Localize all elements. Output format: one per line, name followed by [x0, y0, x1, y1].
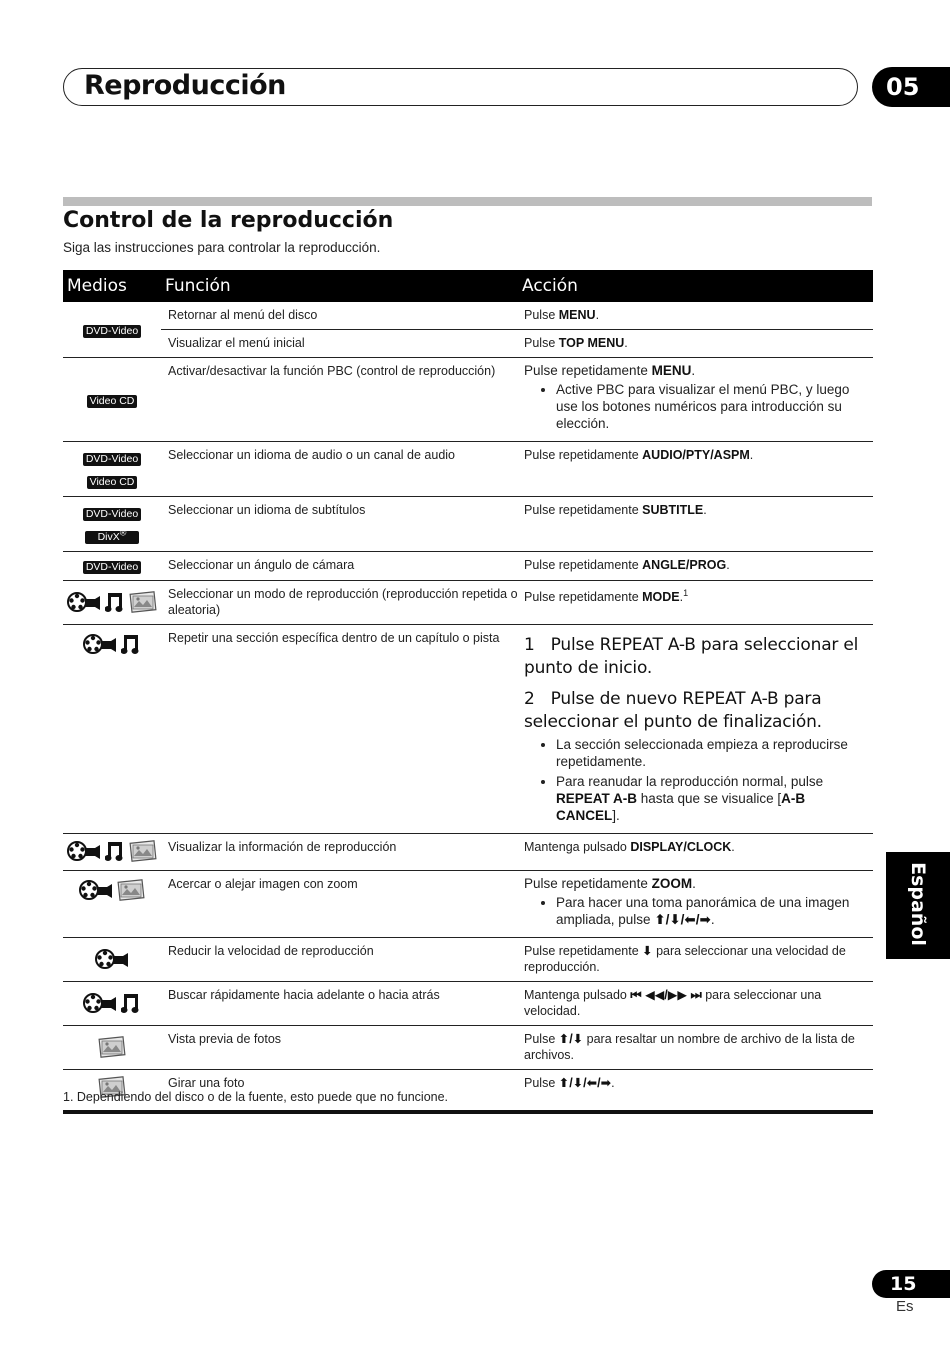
video-icon — [95, 948, 129, 970]
action-cell: Pulse repetidamente ZOOM. • Para hacer una toma panorámica de una imagen ampliada, pulse ⬆/⬇/⬅/➡. — [518, 871, 873, 938]
media-cell — [63, 625, 161, 834]
table-row — [63, 938, 873, 982]
action-cell: Pulse TOP MENU. — [518, 330, 873, 358]
function-cell: Activar/desactivar la función PBC (control de reproducción) — [161, 358, 518, 442]
video-icon — [79, 879, 113, 901]
action-cell: Pulse MENU. — [518, 302, 873, 330]
page-title: Reproducción — [84, 70, 286, 101]
photo-icon — [129, 840, 157, 862]
table-row — [63, 581, 873, 625]
arrow-keys-icon: ⬆/⬇/⬅/➡ — [654, 912, 711, 927]
action-cell: Pulse ⬆/⬇/⬅/➡. — [518, 1070, 873, 1113]
page-language: Es — [896, 1298, 914, 1315]
media-cell — [63, 581, 161, 625]
media-cell — [63, 871, 161, 938]
table-row — [63, 871, 873, 938]
video-icon — [83, 992, 117, 1014]
function-cell: Visualizar el menú inicial — [161, 330, 518, 358]
function-cell: Seleccionar un idioma de subtítulos — [161, 497, 518, 552]
function-cell: Reducir la velocidad de reproducción — [161, 938, 518, 982]
function-cell: Acercar o alejar imagen con zoom — [161, 871, 518, 938]
footnote: 1. Dependiendo del disco o de la fuente, esto puede que no funcione. — [63, 1090, 449, 1104]
function-cell: Repetir una sección específica dentro de un capítulo o pista — [161, 625, 518, 834]
table-header-row — [63, 270, 873, 302]
chapter-badge: 05 — [872, 67, 950, 107]
step-1: 1 Pulse REPEAT A-B para seleccionar el punto de inicio. — [524, 635, 859, 678]
section-divider — [63, 197, 872, 206]
video-icon — [67, 840, 101, 862]
divx-badge: DivX® — [85, 531, 139, 544]
video-icon — [67, 591, 101, 613]
table-row — [63, 1026, 873, 1070]
function-cell: Seleccionar un idioma de audio o un canal de audio — [161, 442, 518, 497]
up-down-arrow-icon: ⬆/⬇ — [558, 1032, 584, 1046]
action-cell: Mantenga pulsado ⏮ ◀◀/▶▶ ⏭ para seleccionar una velocidad. — [518, 982, 873, 1026]
arrow-keys-icon: ⬆/⬇/⬅/➡ — [558, 1076, 612, 1090]
media-cell — [63, 834, 161, 871]
language-side-tab — [886, 852, 950, 959]
action-cell: Pulse repetidamente MODE.$^1$ — [518, 581, 873, 625]
action-cell: Pulse repetidamente ⬇ para seleccionar una velocidad de reproducción. — [518, 938, 873, 982]
table-row — [63, 552, 873, 581]
footnote-ref: 1 — [683, 587, 689, 598]
action-cell: Pulse repetidamente MENU. • Active PBC para visualizar el menú PBC, y luego use los botones numéricos para introducción su elección. — [518, 358, 873, 442]
header-function: Función — [161, 270, 518, 302]
table-row — [63, 625, 873, 834]
dvd-video-badge: DVD-Video — [83, 561, 141, 574]
media-cell — [63, 552, 161, 581]
header-action: Acción — [518, 270, 873, 302]
table-row — [63, 358, 873, 442]
table-row — [63, 330, 873, 358]
skip-search-icons: ⏮ ◀◀/▶▶ ⏭ — [630, 988, 702, 1002]
media-cell — [63, 1026, 161, 1070]
function-cell: Seleccionar un modo de reproducción (reproducción repetida o aleatoria) — [161, 581, 518, 625]
media-cell — [63, 358, 161, 442]
music-icon — [105, 840, 125, 862]
action-cell — [518, 625, 873, 834]
action-cell: Pulse ⬆/⬇ para resaltar un nombre de archivo de la lista de archivos. — [518, 1026, 873, 1070]
function-cell: Seleccionar un ángulo de cámara — [161, 552, 518, 581]
table-row — [63, 497, 873, 552]
photo-icon — [117, 879, 145, 901]
section-intro: Siga las instrucciones para controlar la reproducción. — [63, 240, 381, 255]
music-icon — [105, 591, 125, 613]
step-2: 2 Pulse de nuevo REPEAT A-B para seleccionar el punto de finalización. — [524, 689, 822, 732]
table-row — [63, 834, 873, 871]
header-media: Medios — [63, 270, 161, 302]
video-cd-badge: Video CD — [87, 476, 138, 489]
music-icon — [121, 633, 141, 655]
photo-icon — [98, 1036, 126, 1058]
page-number: 15 — [872, 1270, 950, 1298]
function-cell: Vista previa de fotos — [161, 1026, 518, 1070]
function-cell: Visualizar la información de reproducción — [161, 834, 518, 871]
action-cell: Pulse repetidamente ANGLE/PROG. — [518, 552, 873, 581]
table-row — [63, 302, 873, 330]
media-cell — [63, 302, 161, 358]
media-cell — [63, 442, 161, 497]
action-bullet: • Para hacer una toma panorámica de una imagen ampliada, pulse ⬆/⬇/⬅/➡. — [556, 894, 867, 928]
dvd-video-badge: DVD-Video — [83, 508, 141, 521]
action-bullet: • Para reanudar la reproducción normal, pulse REPEAT A-B hasta que se visualice [A-B CANCEL]. — [556, 773, 867, 824]
dvd-video-badge: DVD-Video — [83, 453, 141, 466]
action-cell: Mantenga pulsado DISPLAY/CLOCK. — [518, 834, 873, 871]
table-row — [63, 442, 873, 497]
action-cell: Pulse repetidamente SUBTITLE. — [518, 497, 873, 552]
down-arrow-icon: ⬇ — [642, 944, 653, 958]
table-row — [63, 982, 873, 1026]
media-cell — [63, 497, 161, 552]
dvd-video-badge: DVD-Video — [83, 325, 141, 338]
function-cell: Girar una foto — [161, 1070, 518, 1113]
function-cell: Buscar rápidamente hacia adelante o hacia atrás — [161, 982, 518, 1026]
action-bullet: • Active PBC para visualizar el menú PBC, y luego use los botones numéricos para introducción su elección. — [556, 381, 867, 432]
video-cd-badge: Video CD — [87, 395, 138, 408]
media-cell — [63, 938, 161, 982]
video-icon — [83, 633, 117, 655]
photo-icon — [129, 591, 157, 613]
action-cell: Pulse repetidamente AUDIO/PTY/ASPM. — [518, 442, 873, 497]
section-title: Control de la reproducción — [63, 208, 394, 233]
music-icon — [121, 992, 141, 1014]
playback-control-table — [63, 270, 873, 1114]
action-bullet: • La sección seleccionada empieza a reproducirse repetidamente. — [556, 736, 867, 770]
media-cell — [63, 982, 161, 1026]
side-tab-label: Español — [907, 862, 929, 946]
function-cell: Retornar al menú del disco — [161, 302, 518, 330]
